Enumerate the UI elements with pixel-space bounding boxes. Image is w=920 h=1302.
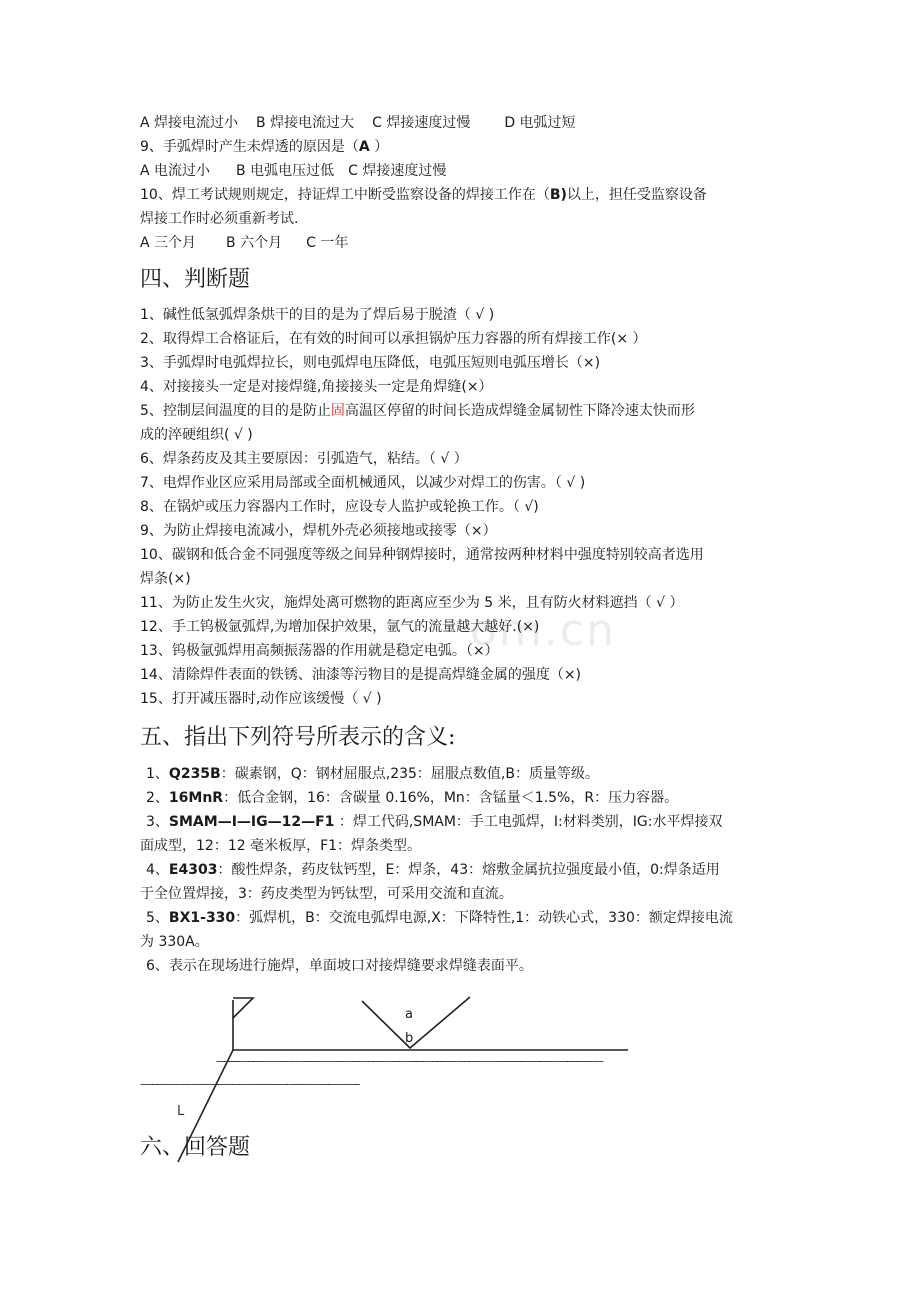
judge-item-13: 13、钨极氩弧焊用高频振荡器的作用就是稳定电弧。（×） (140, 643, 499, 659)
q9-stem-text: 9、手弧焊时产生未焊透的原因是（ (140, 139, 359, 155)
judge-item-3: 3、手弧焊时电弧焊拉长，则电弧焊电压降低，电弧压短则电弧压增长（×) (140, 355, 601, 371)
judge-item-4: 4、对接接头一定是对接焊缝,角接接头一定是角焊缝(×） (140, 379, 493, 395)
q10-stem-end: 以上，担任受监察设备 (566, 187, 707, 203)
q8-option-c: C 焊接速度过慢 (372, 115, 471, 131)
arrow-foot-mark: L (177, 1104, 185, 1119)
symbol-item-5-line2: 为 330A。 (140, 934, 209, 950)
section-4-title: 四、判断题 (140, 267, 251, 292)
groove-label-a: a (405, 1007, 413, 1022)
q10-answer: B) (549, 187, 567, 203)
symbol-item-1-number: 1、 (146, 766, 169, 782)
judge-item-5-text-end: 高温区停留的时间长造成焊缝金属韧性下降冷速太快而形 (344, 403, 695, 419)
judge-item-5-text: 5、控制层间温度的目的是防止 (140, 403, 331, 419)
q8-option-d: D 电弧过短 (504, 115, 576, 131)
judge-item-9: 9、为防止焊接电流减小，焊机外壳必须接地或接零（×） (140, 523, 497, 539)
judge-item-1: 1、碱性低氢弧焊条烘干的目的是为了焊后易于脱渣（ √ ) (140, 307, 495, 323)
symbol-item-3-number: 3、 (146, 814, 169, 830)
judge-item-6: 6、焊条药皮及其主要原因：引弧造气，粘结。（ √ ） (140, 451, 468, 467)
symbol-item-3-text: ：焊工代码,SMAM：手工电弧焊，I:材料类别，IG:水平焊接双 (334, 814, 723, 830)
symbol-code-bx1-330: BX1-330 (168, 910, 236, 926)
symbol-item-4-line2: 于全位置焊接，3：药皮类型为钙钛型，可采用交流和直流。 (140, 886, 513, 902)
watermark: om.cn (470, 605, 616, 656)
judge-item-12: 12、手工钨极氩弧焊,为增加保护效果，氩气的流量越大越好.(×) (140, 619, 540, 635)
field-weld-flag-icon (233, 998, 253, 1018)
symbol-code-e4303: E4303 (168, 862, 218, 878)
groove-label-b: b (405, 1031, 414, 1046)
symbol-item-2-text: ：低合金钢，16：含碳量 0.16%，Mn：含锰量＜1.5%，R：压力容器。 (223, 790, 679, 806)
symbol-code-16mnr: 16MnR (168, 790, 224, 806)
judge-item-5-line2: 成的淬硬组织( √ ) (140, 427, 253, 443)
symbol-code-q235b: Q235B (168, 766, 221, 782)
q10-stem-line2: 焊接工作时必须重新考试. (140, 211, 299, 227)
symbol-item-6: 6、表示在现场进行施焊，单面坡口对接焊缝要求焊缝表面平。 (146, 958, 533, 974)
judge-item-11: 11、为防止发生火灾，施焊处离可燃物的距离应至少为 5 米，且有防火材料遮挡（ √ ） (140, 595, 684, 611)
judge-item-8: 8、在锅炉或压力容器内工作时，应设专人监护或轮换工作。（ √) (140, 499, 539, 515)
symbol-item-4-text: ：酸性焊条，药皮钛钙型，E：焊条，43：熔敷金属抗拉强度最小值，0:焊条适用 (217, 862, 720, 878)
q9-option-c: C 焊接速度过慢 (348, 163, 447, 179)
symbol-item-1-text: ：碳素钢，Q：钢材屈服点,235：屈服点数值,B：质量等级。 (220, 766, 599, 782)
judge-item-10-line2: 焊条(×) (140, 571, 191, 587)
dashed-line-1: —----—-—————-————-—-——-—----—---——-———-—--—--——-----—— (216, 1054, 603, 1068)
symbol-code-smam: SMAM—I—IG—12—F1 (168, 814, 335, 830)
symbol-item-5-number: 5、 (146, 910, 169, 926)
q9-option-a: A 电流过小 (140, 163, 211, 179)
section-5-title: 五、指出下列符号所表示的含义: (140, 725, 456, 750)
q10-option-b: B 六个月 (226, 235, 283, 251)
q8-option-a: A 焊接电流过小 (140, 115, 239, 131)
q10-option-a: A 三个月 (140, 235, 197, 251)
q9-option-b: B 电弧电压过低 (236, 163, 335, 179)
judge-item-2: 2、取得焊工合格证后，在有效的时间可以承担锅炉压力容器的所有焊接工作(× ） (140, 331, 647, 347)
v-groove-icon (362, 997, 470, 1048)
symbol-item-2-number: 2、 (146, 790, 169, 806)
judge-item-10: 10、碳钢和低合金不同强度等级之间异种钢焊接时，通常按两种材料中强度特别较高者选用 (140, 547, 704, 563)
symbol-item-3-line2: 面成型，12：12 毫米板厚，F1：焊条类型。 (140, 838, 422, 854)
judge-item-5-highlight: 固 (330, 403, 345, 419)
symbol-item-4-number: 4、 (146, 862, 169, 878)
judge-item-14: 14、清除焊件表面的铁锈、油漆等污物目的是提高焊缝金属的强度（×) (140, 667, 582, 683)
section-6-title: 六、回答题 (140, 1135, 251, 1160)
symbol-item-5-text: ：弧焊机，B：交流电弧焊电源,X：下降特性,1：动铁心式，330：额定焊接电流 (235, 910, 733, 926)
dashed-line-2: —--————-—-—-——-—-—-—-——--——-- (140, 1077, 360, 1091)
judge-item-15: 15、打开减压器时,动作应该缓慢（ √ ) (140, 691, 382, 707)
judge-item-7: 7、电焊作业区应采用局部或全面机械通风，以减少对焊工的伤害。（ √ ) (140, 475, 586, 491)
q9-answer: A (358, 139, 370, 155)
q9-stem-end: ） (369, 139, 389, 155)
q10-option-c: C 一年 (306, 235, 349, 251)
q10-stem-text: 10、焊工考试规则规定，持证焊工中断受监察设备的焊接工作在（ (140, 187, 550, 203)
q8-option-b: B 焊接电流过大 (256, 115, 355, 131)
